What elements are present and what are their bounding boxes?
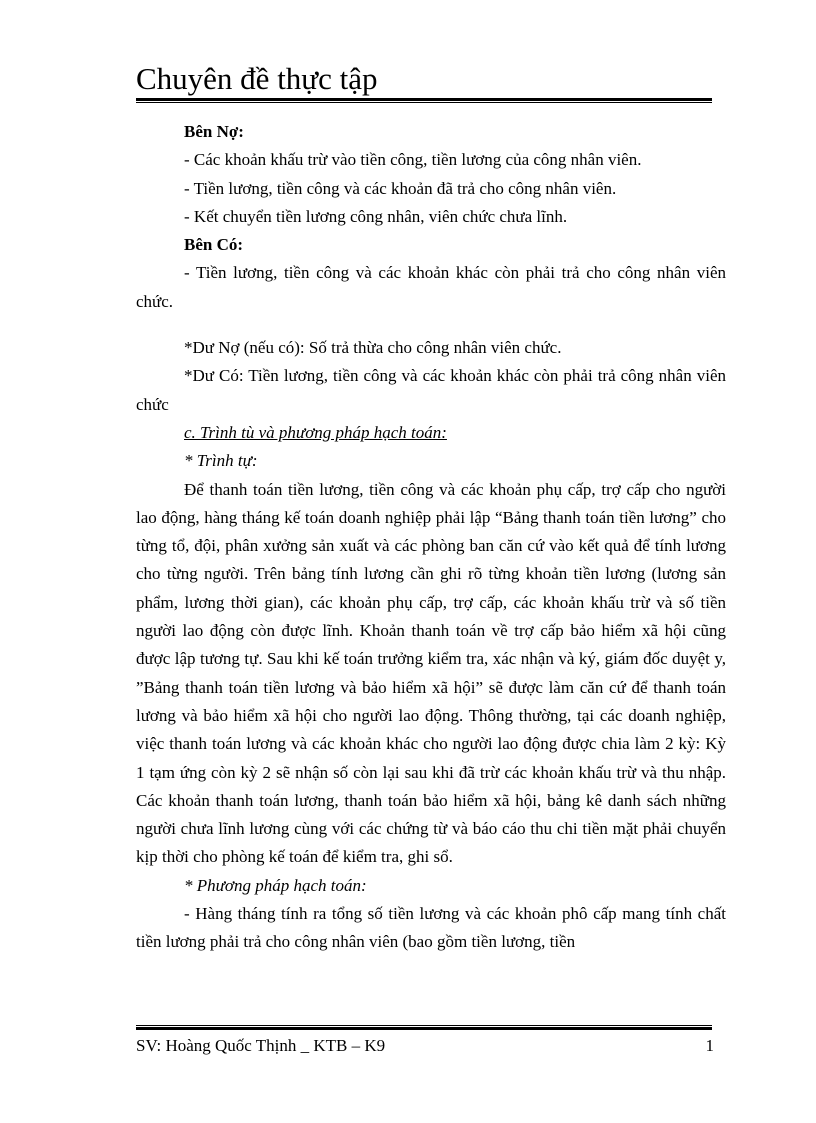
order-heading: * Trình tự: — [184, 451, 258, 471]
document-body — [136, 118, 726, 957]
credit-item: - Tiền lương, tiền công và các khoản khác còn phải trả cho công nhân viên chức. — [136, 263, 726, 311]
debit-item: - Tiền lương, tiền công và các khoản đã trả cho công nhân viên. — [184, 178, 617, 198]
balance-credit: *Dư Có: Tiền lương, tiền công và các khoản khác còn phải trả công nhân viên chức — [136, 366, 726, 414]
method-paragraph: - Hàng tháng tính ra tổng số tiền lương và các khoản phô cấp mang tính chất tiền lương phải trả cho công nhân viên (bao gồm tiền lương, tiền — [136, 904, 726, 952]
debit-item: - Các khoản khấu trừ vào tiền công, tiền lương của công nhân viên. — [184, 150, 642, 170]
debit-heading: Bên Nợ: — [184, 122, 244, 141]
footer-rule-thin — [136, 1025, 712, 1026]
method-heading: * Phương pháp hạch toán: — [184, 875, 367, 895]
page-number: 1 — [705, 1036, 714, 1055]
debit-item: - Kết chuyển tiền lương công nhân, viên chức chưa lĩnh. — [184, 206, 568, 226]
paragraph-gap — [136, 316, 726, 334]
credit-heading: Bên Có: — [184, 235, 244, 255]
order-paragraph: Để thanh toán tiền lương, tiền công và các khoản phụ cấp, trợ cấp cho người lao động, hàng tháng kế toán doanh nghiệp phải lập “Bảng thanh toán tiền lương” cho từng tổ, đội, phân xưởng sản xuất và các phòng ban căn cứ vào kết quả để tính lương cho từng người. Trên bảng tính lương cần ghi rõ từng khoản tiền lương (lương sản phẩm, lương thời gian), các khoản phụ cấp, trợ cấp, các khoản khấu trừ và số tiền người lao động còn được lĩnh. Khoản thanh toán về trợ cấp bảo hiểm xã hội cũng được lập tương tự. Sau khi kế toán trưởng kiểm tra, xác nhận và ký, giám đốc duyệt y, ”Bảng thanh toán tiền lương và bảo hiểm xã hội” sẽ được làm căn cứ để thanh toán lương và bảo hiểm xã hội cho người lao động. Thông thường, tại các doanh nghiệp, việc thanh toán lương và các khoản khác cho người lao động được chia làm 2 kỳ: Kỳ 1 tạm ứng còn kỳ 2 sẽ nhận số còn lại sau khi đã trừ các khoản khấu trừ và thu nhập. Các khoản thanh toán lương, thanh toán bảo hiểm xã hội, bảng kê danh sách những người chưa lĩnh lương cùng với các chứng từ và báo cáo thu chi tiền mặt phải chuyển kịp thời cho phòng kế toán để kiểm tra, ghi sổ. — [136, 479, 726, 867]
header-rule-thick — [136, 98, 712, 101]
header-rule-thin — [136, 102, 712, 103]
footer-author: SV: Hoàng Quốc Thịnh _ KTB – K9 — [136, 1036, 386, 1055]
section-c-heading: c. Trình tù và phương pháp hạch toán: — [184, 422, 447, 442]
page-header-title: Chuyên đề thực tập — [136, 61, 378, 96]
footer-rule-thick — [136, 1027, 712, 1030]
balance-debit: *Dư Nợ (nếu có): Số trả thừa cho công nhân viên chức. — [184, 338, 562, 358]
